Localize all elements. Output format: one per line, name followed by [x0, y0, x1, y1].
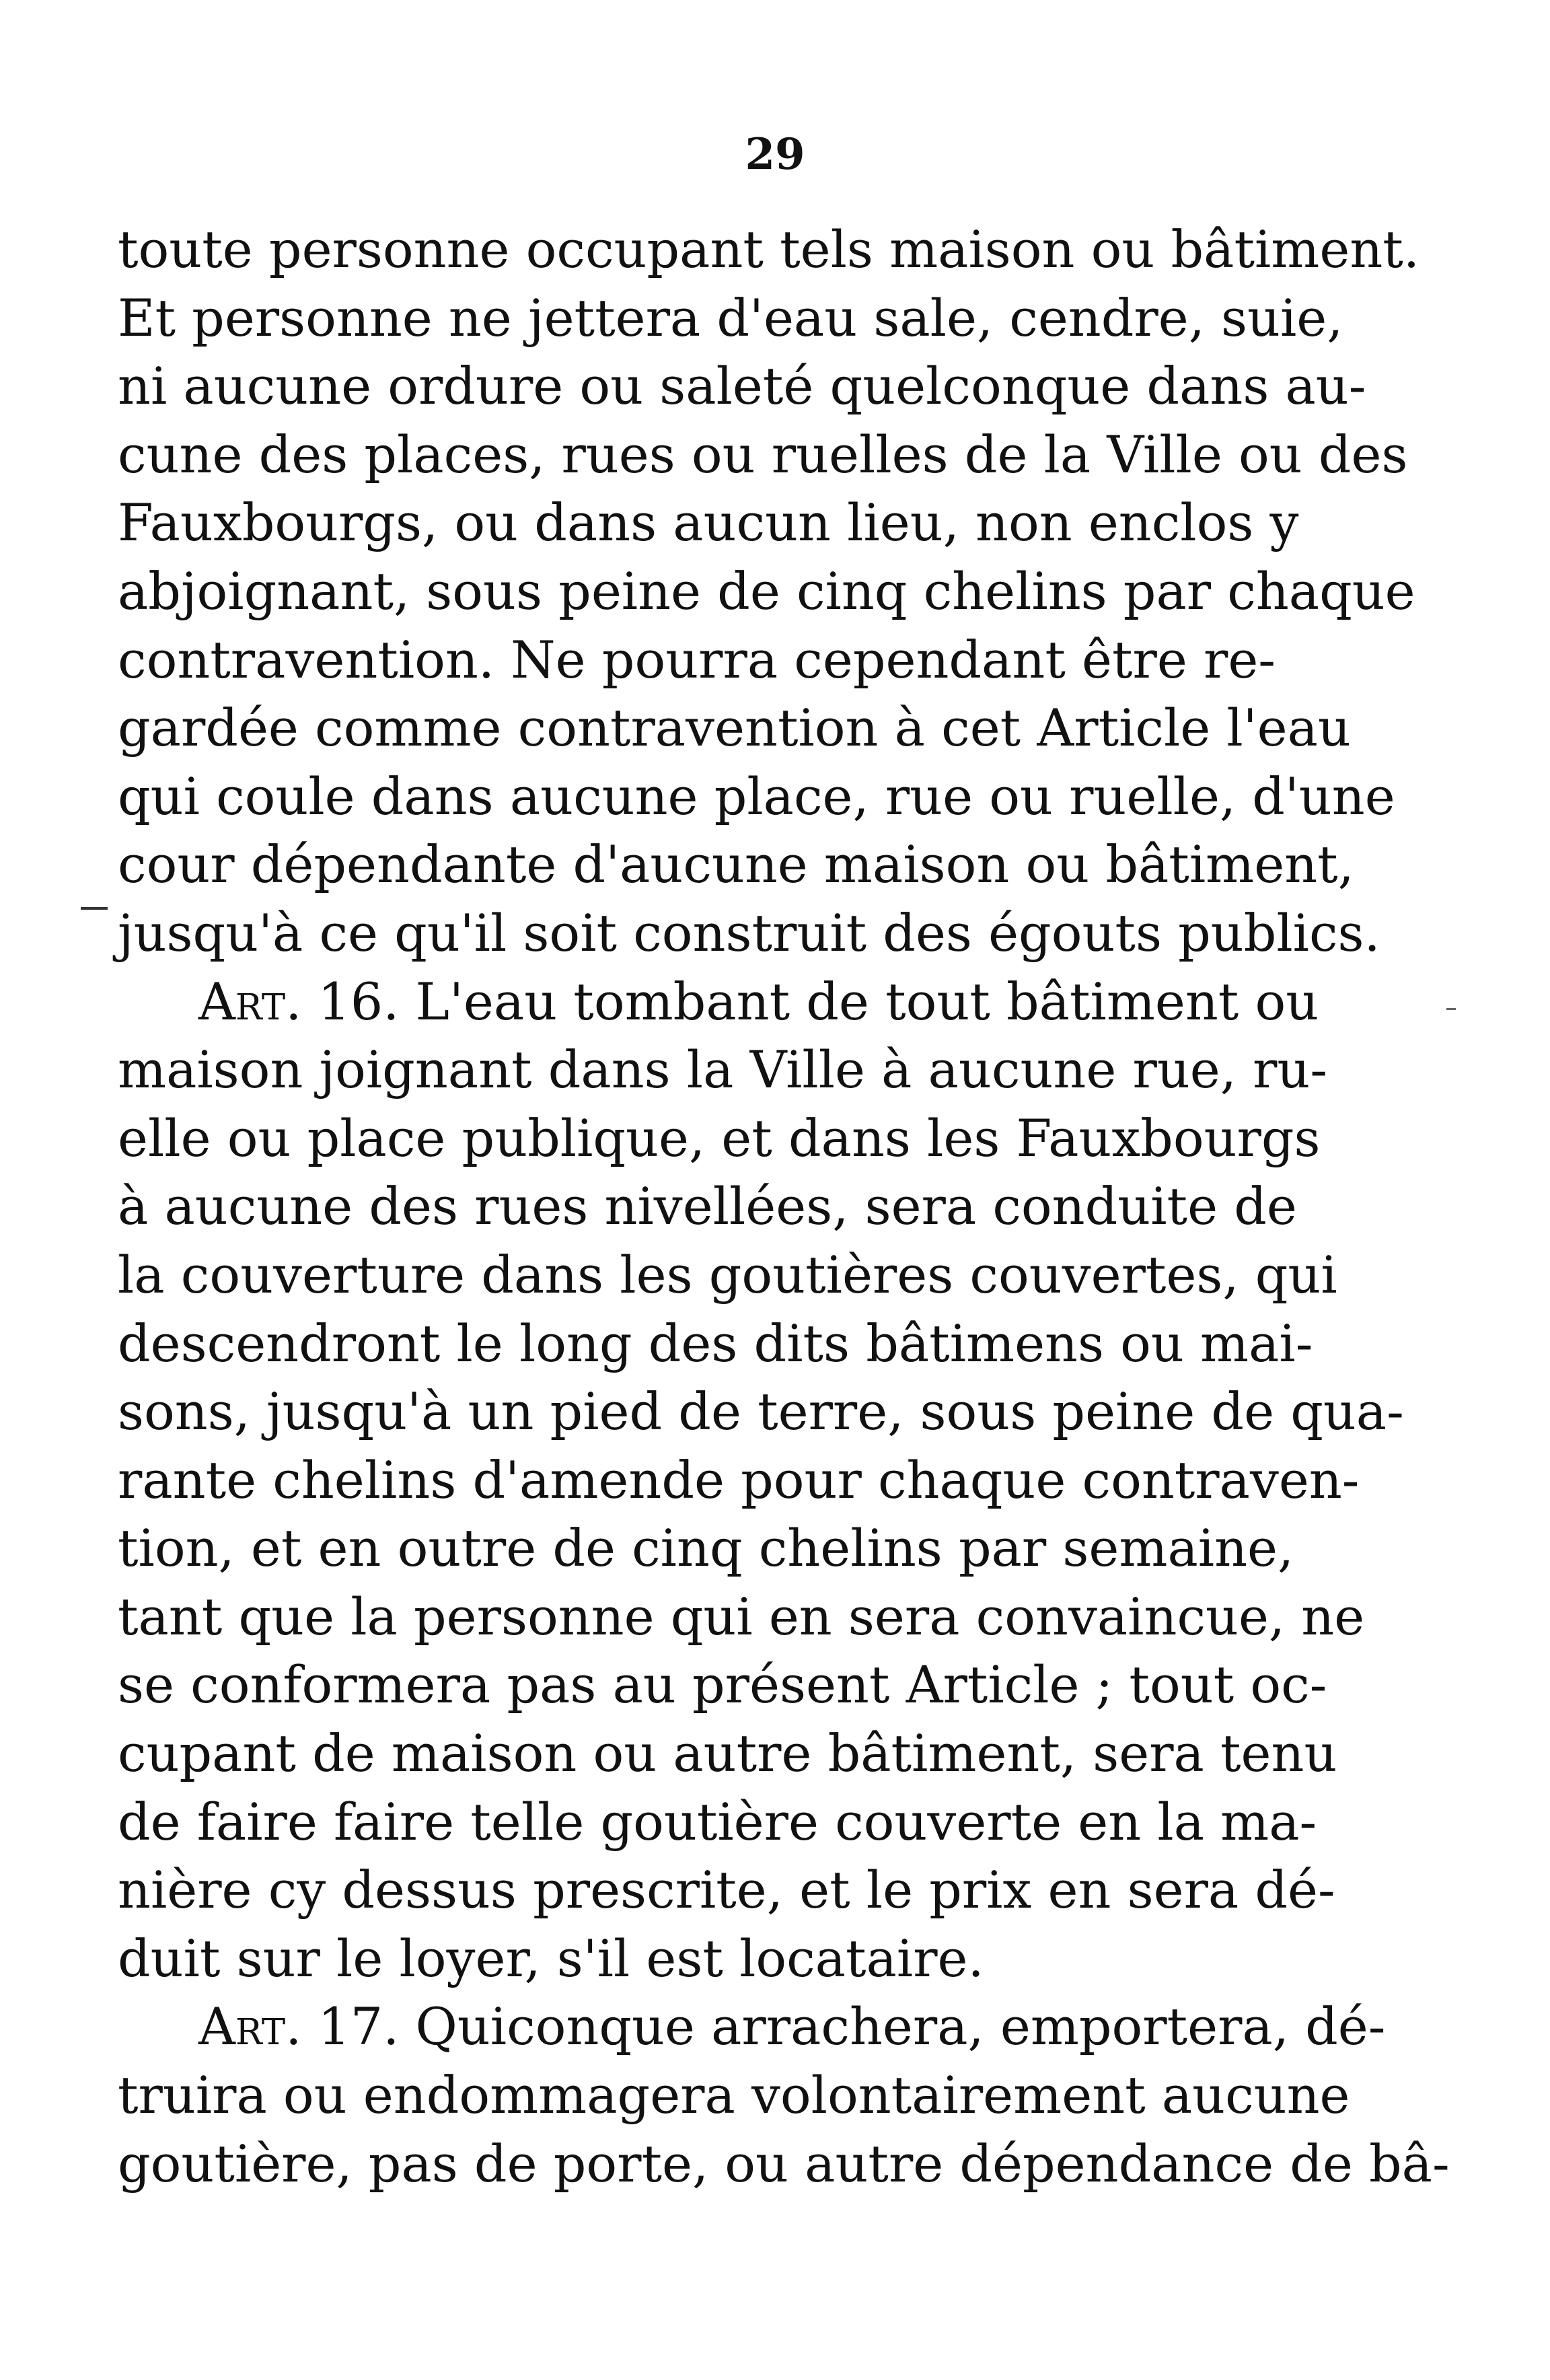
text-line: duit sur le loyer, s'il est locataire.	[118, 1928, 984, 1988]
body-text	[118, 215, 1450, 2198]
text-line: descendront le long des dits bâtimens ou mai-	[118, 1313, 1313, 1373]
article-heading-line: Art. 16. L'eau tombant de tout bâtiment ou	[198, 971, 1319, 1032]
margin-tick	[1446, 1008, 1456, 1010]
article-label: Art.	[198, 971, 302, 1032]
text-line: tion, et en outre de cinq chelins par semaine,	[118, 1518, 1294, 1579]
text-line: de faire faire telle goutière couverte en la ma-	[118, 1791, 1317, 1852]
text-line: se conformera pas au présent Article ; tout oc-	[118, 1655, 1327, 1715]
text-line: sons, jusqu'à un pied de terre, sous peine de qua-	[118, 1381, 1404, 1442]
text-line: cune des places, rues ou ruelles de la Ville ou des	[118, 424, 1408, 484]
text-line: la couverture dans les goutières couvertes, qui	[118, 1244, 1337, 1305]
text-line: Fauxbourgs, ou dans aucun lieu, non enclos y	[118, 493, 1299, 553]
text-line: goutière, pas de porte, ou autre dépendance de bâ-	[118, 2133, 1450, 2194]
article-label: Art.	[198, 1996, 302, 2057]
text-line: cour dépendante d'aucune maison ou bâtiment,	[118, 834, 1354, 895]
text-line: truira ou endommagera volontairement aucune	[118, 2065, 1350, 2126]
text-line: à aucune des rues nivellées, sera conduite de	[118, 1176, 1297, 1237]
text-line: abjoignant, sous peine de cinq chelins par chaque	[118, 561, 1415, 621]
text-line: maison joignant dans la Ville à aucune rue, ru-	[118, 1040, 1328, 1100]
text-line: qui coule dans aucune place, rue ou ruelle, d'une	[118, 766, 1395, 826]
article-heading-line: Art. 17. Quiconque arrachera, emportera, dé-	[198, 1996, 1386, 2057]
text-line: gardée comme contravention à cet Article l'eau	[118, 698, 1351, 758]
text-line: rante chelins d'amende pour chaque contraven-	[118, 1449, 1360, 1510]
text-line: toute personne occupant tels maison ou bâtiment.	[118, 219, 1419, 279]
text-line: ni aucune ordure ou saleté quelconque dans au-	[118, 356, 1366, 417]
text-line: cupant de maison ou autre bâtiment, sera tenu	[118, 1723, 1337, 1784]
text-line: jusqu'à ce qu'il soit construit des égouts publics.	[118, 902, 1380, 963]
text-line: nière cy dessus prescrite, et le prix en sera dé-	[118, 1860, 1335, 1920]
page-number: 29	[745, 129, 805, 180]
text-line: tant que la personne qui en sera convaincue, ne	[118, 1586, 1365, 1647]
margin-mark	[81, 907, 108, 910]
text-line: elle ou place publique, et dans les Fauxbourgs	[118, 1108, 1321, 1168]
text-line: Et personne ne jettera d'eau sale, cendre, suie,	[118, 287, 1343, 348]
text-line: contravention. Ne pourra cependant être re-	[118, 629, 1276, 690]
